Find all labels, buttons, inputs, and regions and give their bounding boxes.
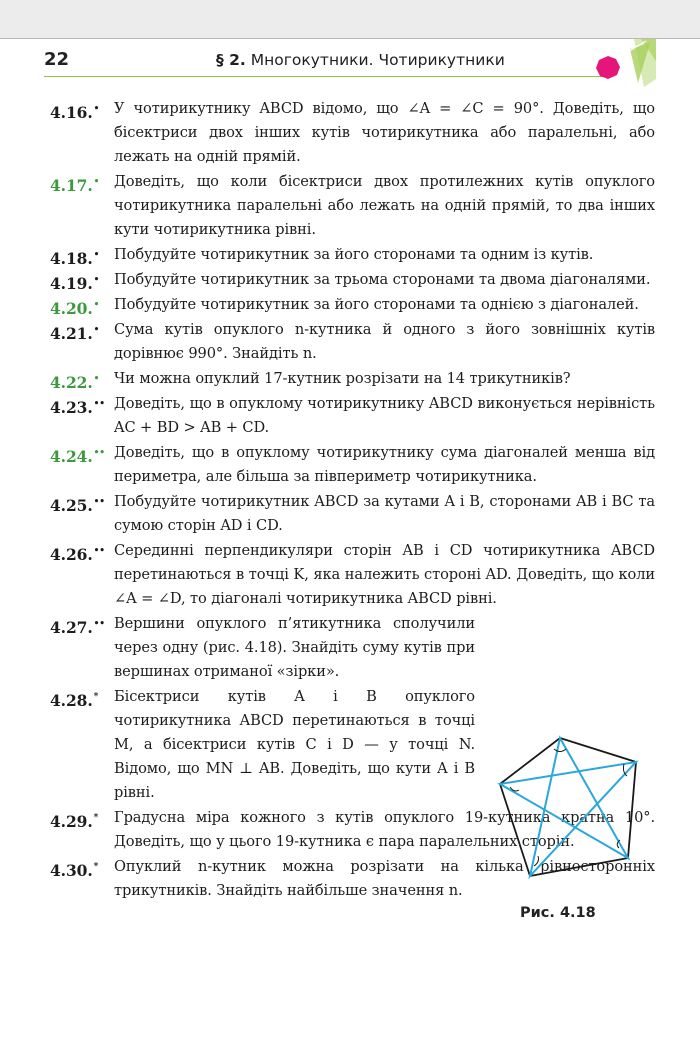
- problem-4-20: [50, 293, 655, 317]
- problem-number: 4.28.*: [50, 691, 99, 710]
- section-mark: § 2.: [216, 51, 246, 69]
- problem-4-18: [50, 243, 655, 267]
- header-rule: [44, 76, 610, 77]
- problem-4-21: [50, 318, 655, 366]
- problem-number: 4.16.•: [50, 103, 100, 122]
- problem-4-23: [50, 392, 655, 440]
- problem-text: У чотирикутнику ABCD відомо, що ∠A = ∠C = 90°. Доведіть, що бісектриси двох інших кутів чотирикутника або паралельні, або лежать на одній прямій.: [114, 100, 655, 165]
- problem-text: Побудуйте чотирикутник ABCD за кутами A і B, сторонами AB і BC та сумою сторін AD і CD.: [114, 493, 655, 534]
- problem-text: Доведіть, що в опуклому чотирикутнику ABCD виконується нерівність AC + BD > AB + CD.: [114, 395, 655, 436]
- problem-number: 4.18.•: [50, 249, 100, 268]
- header-decoration-icon: [586, 39, 656, 89]
- problem-4-16: [50, 97, 655, 169]
- problem-number: 4.27.••: [50, 618, 105, 637]
- problem-number: 4.19.•: [50, 274, 100, 293]
- textbook-page: [0, 38, 700, 1057]
- problem-4-22: [50, 367, 655, 391]
- problem-4-28: [50, 685, 475, 805]
- problem-number: 4.30.*: [50, 861, 99, 880]
- page-number: 22: [44, 49, 70, 70]
- problem-text: Побудуйте чотирикутник за його сторонами та одним із кутів.: [114, 246, 594, 263]
- problem-number: 4.26.••: [50, 545, 105, 564]
- section-title: [216, 51, 505, 69]
- problem-number: 4.29.*: [50, 812, 99, 831]
- problem-text: Доведіть, що коли бісектриси двох протилежних кутів опуклого чотирикутника паралельні або лежать на одній прямій, то два інших кути чотирикутника рівні.: [114, 173, 655, 238]
- pentagram-lines: [500, 738, 636, 876]
- viewer-top-bar: [0, 0, 700, 38]
- problem-number: 4.22.•: [50, 373, 100, 392]
- pentagon-star-figure: [494, 732, 654, 892]
- angle-arc: [554, 749, 566, 752]
- problem-number: 4.21.•: [50, 324, 100, 343]
- problem-text: Опуклий n-кутник можна розрізати на кілька рівносторонніх трикутників. Знайдіть найбільше значення n.: [114, 858, 655, 899]
- problem-4-17: [50, 170, 655, 242]
- problem-text: Побудуйте чотирикутник за трьома сторонами та двома діагоналями.: [114, 271, 651, 288]
- problem-text: Градусна міра кожного з кутів опуклого 19-кутника кратна 10°. Доведіть, що у цього 19-кутника є пара паралельних сторін.: [114, 809, 655, 850]
- pentagon-outline: [500, 738, 636, 876]
- problem-number: 4.24.••: [50, 447, 105, 466]
- problem-text: Вершини опуклого п’ятикутника сполучили через одну (рис. 4.18). Знайдіть суму кутів при вершинах отриманої «зірки».: [114, 615, 475, 680]
- pink-octagon-badge: [596, 56, 620, 79]
- section-title-text: Многокутники. Чотирикутники: [250, 51, 505, 69]
- problem-number: 4.23.••: [50, 398, 105, 417]
- problem-text: Побудуйте чотирикутник за його сторонами та однією з діагоналей.: [114, 296, 639, 313]
- problem-text: Сума кутів опуклого n-кутника й одного з його зовнішніх кутів дорівнює 990°. Знайдіть n.: [114, 321, 655, 362]
- problem-4-24: [50, 441, 655, 489]
- problem-text: Доведіть, що в опуклому чотирикутнику сума діагоналей менша від периметра, але більша за півпериметр чотирикутника.: [114, 444, 655, 485]
- problem-4-25: [50, 490, 655, 538]
- problem-number: 4.17.•: [50, 176, 100, 195]
- problem-number: 4.25.••: [50, 496, 105, 515]
- problem-4-27: [50, 612, 475, 684]
- problem-text: Бісектриси кутів A і B опуклого чотирикутника ABCD перетинаються в точці M, а бісектриси кутів C і D — у точці N. Відомо, що MN ⊥ AB. Доведіть, що кути A і B рівні.: [114, 688, 475, 801]
- problem-4-19: [50, 268, 655, 292]
- figure-caption: Рис. 4.18: [520, 905, 596, 921]
- problem-text: Чи можна опуклий 17-кутник розрізати на 14 трикутників?: [114, 370, 571, 387]
- page-header: [0, 39, 700, 89]
- problem-4-26: [50, 539, 655, 611]
- problem-number: 4.20.•: [50, 299, 100, 318]
- problem-text: Серединні перпендикуляри сторін AB і CD чотирикутника ABCD перетинаються в точці K, яка належить стороні AD. Доведіть, що коли ∠A = ∠D, то діагоналі чотирикутника ABCD рівні.: [114, 542, 655, 607]
